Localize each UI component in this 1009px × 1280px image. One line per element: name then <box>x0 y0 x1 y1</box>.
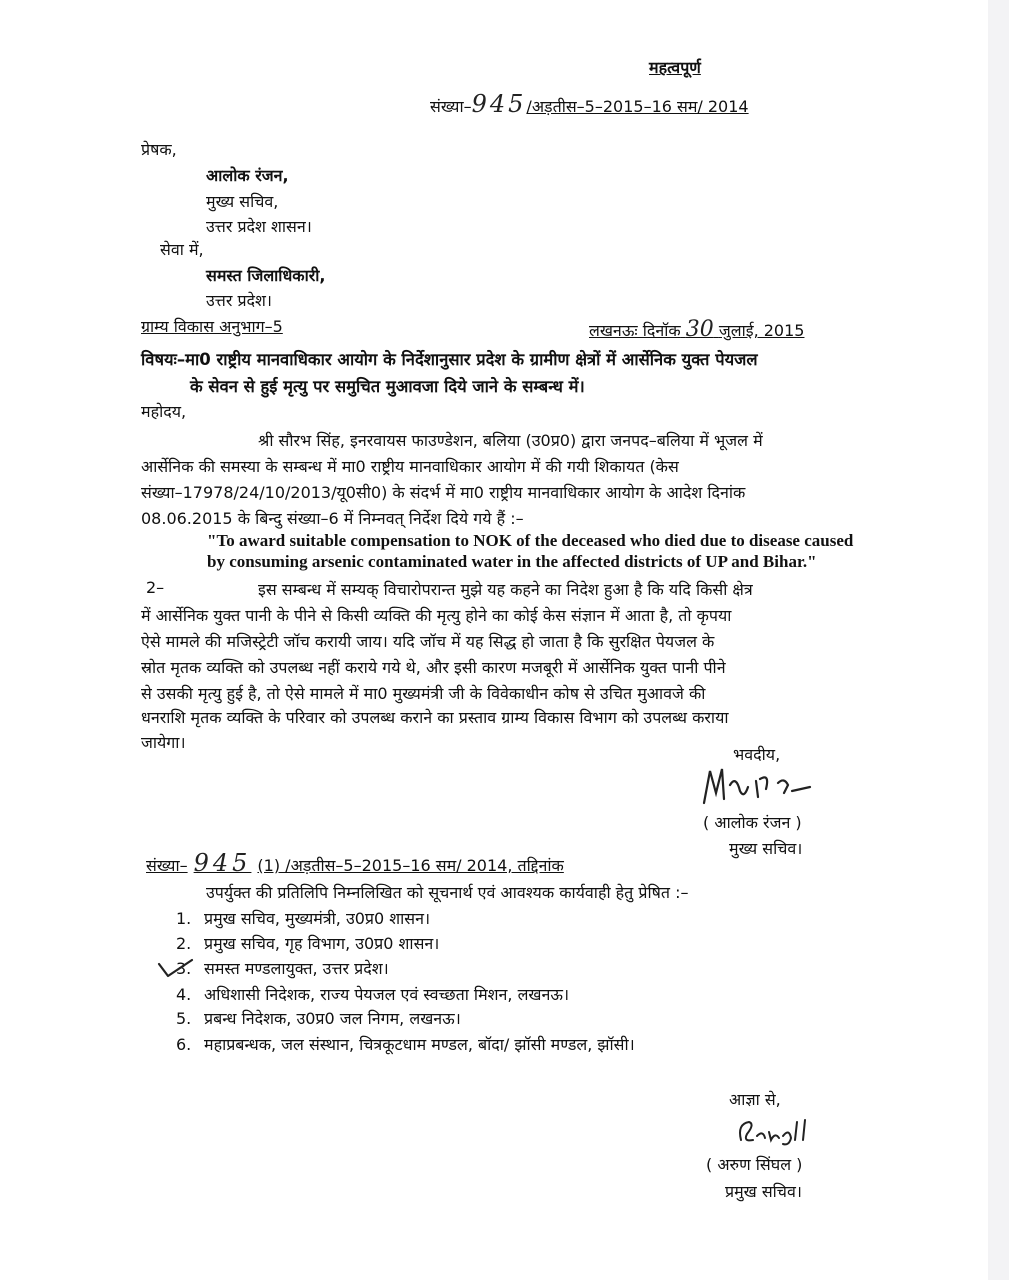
handwritten-date-day: 30 <box>685 317 714 342</box>
signature-text <box>735 1114 738 1115</box>
list-item: प्रबन्ध निदेशक, उ0प्र0 जल निगम, लखनऊ। <box>204 1009 461 1028</box>
para2-line-1: इस सम्बन्ध में सम्यक् विचारोपरान्त मुझे यह कहने का निदेश हुआ है कि यदि किसी क्षेत्र <box>258 580 753 599</box>
list-item-number: 6. <box>176 1035 192 1054</box>
handwritten-tick-icon <box>156 954 196 980</box>
list-item: प्रमुख सचिव, गृह विभाग, उ0प्र0 शासन। <box>204 934 440 953</box>
date-prefix: लखनऊः दिनॉक <box>589 321 681 340</box>
copy-ref-label: संख्या– <box>146 856 188 875</box>
order-signatory-name: ( अरुण सिंघल ) <box>706 1155 803 1174</box>
recipient-name: समस्त जिलाधिकारी, <box>206 266 326 285</box>
ref-label: संख्या– <box>430 97 472 116</box>
list-item: समस्त मण्डलायुक्त, उत्तर प्रदेश। <box>204 959 389 978</box>
para1-line-1: श्री सौरभ सिंह, इनरवायस फाउण्डेशन, बलिया (उ0प्र0) द्वारा जनपद–बलिया में भूजल में <box>258 431 763 450</box>
recipient-place: उत्तर प्रदेश। <box>206 291 272 310</box>
para2-line-2: में आर्सेनिक युक्त पानी के पीने से किसी व्यक्ति की मृत्यु होने का कोई केस संज्ञान में आता है, तो कृपया <box>141 606 732 625</box>
signature-scribble-icon <box>735 1114 825 1150</box>
para1-line-4: 08.06.2015 के बिन्दु संख्या–6 में निम्नवत् निर्देश दिये गये हैं :– <box>141 509 524 528</box>
quote-line-2: by consuming arsenic contaminated water in the affected districts of UP and Bihar." <box>207 552 817 571</box>
para1-line-3: संख्या–17978/24/10/2013/यू0सी0) के संदर्भ में मा0 राष्ट्रीय मानवाधिकार आयोग के आदेश दिनांक <box>141 483 746 502</box>
signatory-designation: मुख्य सचिव। <box>729 839 803 858</box>
handwritten-copy-number: 945 <box>193 849 252 877</box>
list-item-number: 4. <box>176 985 192 1004</box>
subject-line-1: विषयः–मा0 राष्ट्रीय मानवाधिकार आयोग के निर्देशानुसार प्रदेश के ग्रामीण क्षेत्रों में आर्सेनिक युक्त पेयजल <box>141 350 758 369</box>
salutation: महोदय, <box>141 402 187 421</box>
section-name: ग्राम्य विकास अनुभाग–5 <box>141 317 283 336</box>
signature-chief-secretary <box>700 763 830 817</box>
sender-designation: मुख्य सचिव, <box>206 192 279 211</box>
yours-faithfully: भवदीय, <box>733 745 781 764</box>
para2-line-5: से उसकी मृत्यु हुई है, तो ऐसे मामले में मा0 मुख्यमंत्री जी के विवेकाधीन कोष से उचित मुआवजे की <box>141 684 706 703</box>
quote-line-1: "To award suitable compensation to NOK of the deceased who died due to disease caused <box>207 531 854 550</box>
para2-number: 2– <box>146 578 165 597</box>
important-heading: महत्वपूर्ण <box>649 58 701 77</box>
list-item-number: 5. <box>176 1009 192 1028</box>
para2-line-3: ऐसे मामले की मजिस्ट्रेटी जॉच करायी जाय। यदि जॉच में यह सिद्ध हो जाता है कि सुरक्षित पेयजल के <box>141 632 715 651</box>
signature-principal-secretary <box>735 1114 825 1154</box>
reference-number <box>430 90 749 118</box>
signatory-name: ( आलोक रंजन ) <box>703 813 802 832</box>
list-item: अधिशासी निदेशक, राज्य पेयजल एवं स्वच्छता मिशन, लखनऊ। <box>204 985 570 1004</box>
para2-line-4: स्रोत मृतक व्यक्ति को उपलब्ध नहीं कराये गये थे, और इसी कारण मजबूरी में आर्सेनिक युक्त पानी पीने <box>141 658 726 677</box>
signature-text <box>700 763 704 764</box>
subject-line-2: के सेवन से हुई मृत्यु पर समुचित मुआवजा दिये जाने के सम्बन्ध में। <box>190 377 585 396</box>
order-signatory-designation: प्रमुख सचिव। <box>725 1182 802 1201</box>
ref-suffix: /अड़तीस–5–2015–16 सम/ 2014 <box>526 97 749 116</box>
recipient-label: सेवा में, <box>160 240 204 259</box>
sender-name: आलोक रंजन, <box>206 166 289 185</box>
copy-intro: उपर्युक्त की प्रतिलिपि निम्नलिखित को सूचनार्थ एवं आवश्यक कार्यवाही हेतु प्रेषित :– <box>206 883 689 902</box>
para2-line-6: धनराशि मृतक व्यक्ति के परिवार को उपलब्ध कराने का प्रस्ताव ग्राम्य विकास विभाग को उपलब्ध कराया <box>141 708 729 727</box>
list-item: महाप्रबन्धक, जल संस्थान, चित्रकूटधाम मण्डल, बॉदा/ झॉसी मण्डल, झॉसी। <box>204 1035 635 1054</box>
copy-reference <box>146 849 564 877</box>
para1-line-2: आर्सेनिक की समस्या के सम्बन्ध में मा0 राष्ट्रीय मानवाधिकार आयोग में की गयी शिकायत (केस <box>141 457 679 476</box>
handwritten-ref-number: 945 <box>471 90 527 118</box>
copy-ref-suffix: (1) /अड़तीस–5–2015–16 सम/ 2014, तद्दिनांक <box>257 856 564 875</box>
sender-label: प्रेषक, <box>141 140 177 159</box>
signature-scribble-icon <box>700 763 830 813</box>
list-item-number: 3. <box>176 959 192 978</box>
date-line <box>589 317 805 342</box>
list-item: प्रमुख सचिव, मुख्यमंत्री, उ0प्र0 शासन। <box>204 909 431 928</box>
by-order: आज्ञा से, <box>729 1090 781 1109</box>
list-item-number: 1. <box>176 909 192 928</box>
list-item-number: 2. <box>176 934 192 953</box>
sender-office: उत्तर प्रदेश शासन। <box>206 217 312 236</box>
date-month-year: जुलाई, 2015 <box>718 321 805 340</box>
para2-line-7: जायेगा। <box>141 733 186 752</box>
